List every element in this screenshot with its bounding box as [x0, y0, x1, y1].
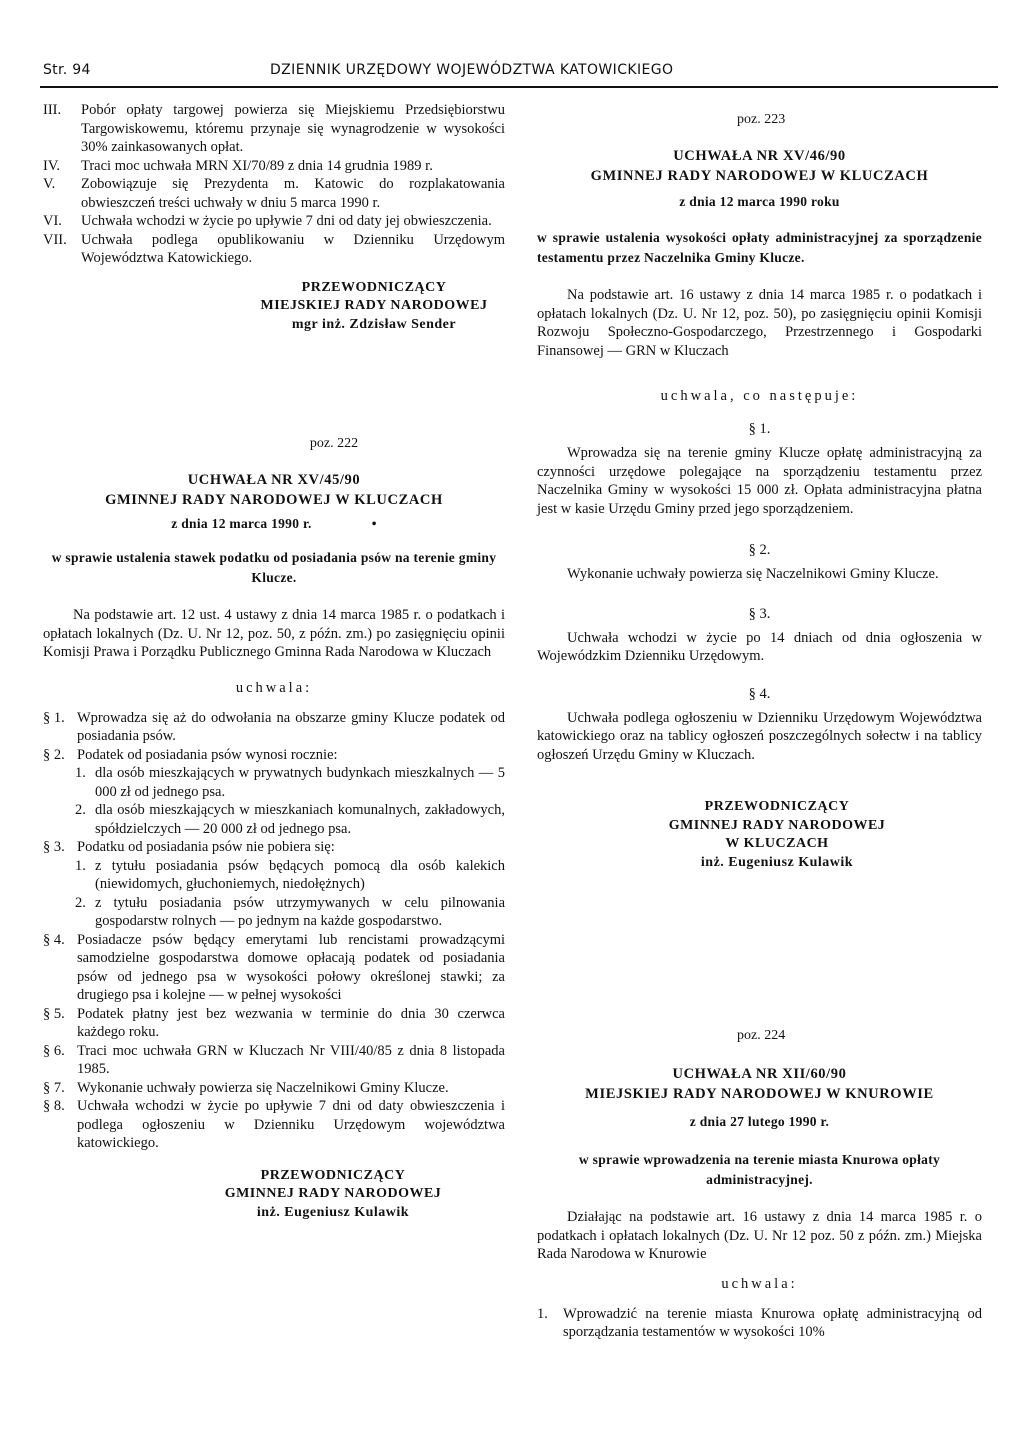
resolution-223	[537, 112, 982, 872]
section-4-text: Uchwała podlega ogłoszeniu w Dzienniku Urzędowym Województwa katowickiego oraz na tablicy ogłoszeń poszczególnych sołectw i na tablicy ogłoszeń Urzędu Gminy w Kluczach.	[537, 709, 982, 763]
section-3-heading: § 3.	[748, 605, 771, 622]
item-vi: VI. Uchwała wchodzi w życie po upływie 7 dni od daty jej obwieszczenia.	[43, 213, 492, 229]
resolution-body: GMINNEJ RADY NARODOWEJ W KLUCZACH	[590, 168, 929, 184]
section-3: § 3. Podatku od posiadania psów nie pobiera się:	[43, 839, 335, 855]
resolves-label: uchwala:	[721, 1275, 798, 1292]
resolution-224	[537, 1028, 982, 1342]
preamble: Działając na podstawie art. 16 ustawy z dnia 14 marca 1985 r. o podatkach i opłatach lokalnych (Dz. U. Nr 12 poz. 50 z późn. zm.) Miejska Rada Narodowa w Knurowie	[537, 1209, 982, 1262]
resolution-subject: w sprawie ustalenia wysokości opłaty administracyjnej za sporządzenie testamentu przez Naczelnika Gminy Klucze.	[537, 230, 982, 265]
resolution-body: MIEJSKIEJ RADY NARODOWEJ W KNUROWIE	[585, 1086, 934, 1102]
section-1: § 1. Wprowadza się aż do odwołania na obszarze gminy Klucze podatek od posiadania psów.	[43, 709, 505, 744]
resolution-title: UCHWAŁA NR XII/60/90	[672, 1066, 847, 1082]
section-4: § 4. Posiadacze psów będący emerytami lub rencistami prowadzącymi samodzielne gospodarstwa domowe opłacają podatek od posiadania psów od jednego psa w wysokości połowy określonej stawki; za drugiego psa i kolejne — w pełnej wysokości	[43, 931, 505, 1003]
page-number: Str. 94	[43, 62, 91, 78]
resolution-date: z dnia 27 lutego 1990 r.	[689, 1114, 830, 1129]
poz-number: poz. 224	[737, 1028, 786, 1043]
resolves-label: uchwala:	[235, 679, 313, 696]
signature-block: PRZEWODNICZĄCY GMINNEJ RADY NARODOWEJ W KLUCZACH inż. Eugeniusz Kulawik	[668, 799, 886, 870]
resolution-title: UCHWAŁA NR XV/45/90	[187, 472, 361, 488]
item-v: V. Zobowiązuje się Prezydenta m. Katowic do rozplakatowania obwieszczeń treści uchwały w dniu 5 marca 1990 r.	[43, 176, 505, 211]
resolution-title: UCHWAŁA NR XV/46/90	[673, 148, 846, 164]
section-2-text: Wykonanie uchwały powierza się Naczelnikowi Gminy Klucze.	[567, 566, 939, 582]
section-3-item-1: 1. z tytułu posiadania psów będących pomocą dla osób kalekich (niewidomych, głuchoniemych, niedołężnych)	[75, 857, 505, 892]
section-6: § 6. Traci moc uchwała GRN w Kluczach Nr VIII/40/85 z dnia 8 listopada 1985.	[43, 1042, 505, 1077]
journal-title: DZIENNIK URZĘDOWY WOJEWÓDZTWA KATOWICKIEGO	[270, 62, 674, 78]
section-2-item-2: 2. dla osób mieszkających w mieszkaniach komunalnych, zakładowych, spółdzielczych — 20 000 zł od jednego psa.	[75, 802, 505, 837]
resolution-body: GMINNEJ RADY NARODOWEJ W KLUCZACH	[105, 492, 443, 508]
section-3-text: Uchwała wchodzi w życie po 14 dniach od dnia ogłoszenia w Wojewódzkim Dzienniku Urzędowym.	[537, 629, 982, 664]
resolution-222	[43, 436, 505, 1222]
section-7: § 7. Wykonanie uchwały powierza się Naczelnikowi Gminy Klucze.	[43, 1079, 449, 1096]
section-3-item-2: 2. z tytułu posiadania psów utrzymywanych w celu pilnowania gospodarstw rolnych — po jednym na każde gospodarstwo.	[75, 894, 505, 929]
item-1: 1. Wprowadzić na terenie miasta Knurowa opłatę administracyjną od sporządzania testamentów w wysokości 10%	[537, 1305, 982, 1340]
section-1-heading: § 1.	[748, 421, 771, 437]
resolves-label: uchwala, co następuje:	[660, 388, 859, 404]
signature-block: PRZEWODNICZĄCY GMINNEJ RADY NARODOWEJ inż. Eugeniusz Kulawik	[224, 1167, 442, 1220]
sections	[43, 709, 505, 1153]
preamble: Na podstawie art. 12 ust. 4 ustawy z dnia 14 marca 1985 r. o podatkach i opłatach lokalnych (Dz. U. Nr 12, poz. 50, z późn. zm.) po zasięgnięciu opinii Komisji Prawa i Porządku Publicznego Gminna Rada Narodowa w Kluczach	[43, 607, 505, 660]
section-2: § 2. Podatek od posiadania psów wynosi rocznie:	[43, 746, 338, 763]
item-iii: III. Pobór opłaty targowej powierza się Miejskiemu Przedsiębiorstwu Targowiskowemu, któremu przynaje się wynagrodzenie w wysokości 30% zainkasowanych opłat.	[43, 102, 505, 155]
previous-resolution-continuation	[43, 101, 505, 334]
section-2-heading: § 2.	[748, 542, 771, 558]
section-4-heading: § 4.	[748, 685, 771, 702]
section-5: § 5. Podatek płatny jest bez wezwania w terminie do dnia 30 czerwca każdego roku.	[43, 1005, 505, 1040]
section-8: § 8. Uchwała wchodzi w życie po upływie 7 dni od daty obwieszczenia i podlega ogłoszeniu w Dzienniku Urzędowym województwa katowickiego.	[43, 1098, 505, 1151]
resolution-date: z dnia 12 marca 1990 r. •	[171, 516, 377, 531]
poz-number: poz. 222	[309, 436, 359, 451]
poz-number: poz. 223	[737, 112, 786, 127]
item-iv: IV. Traci moc uchwała MRN XI/70/89 z dnia 14 grudnia 1989 r.	[43, 157, 433, 174]
item-vii: VII. Uchwała podlega opublikowaniu w Dzienniku Urzędowym Województwa Katowickiego.	[43, 231, 505, 266]
header-rule	[40, 86, 998, 88]
signature-block: PRZEWODNICZĄCY MIEJSKIEJ RADY NARODOWEJ mgr inż. Zdzisław Sender	[260, 279, 488, 332]
resolution-subject: w sprawie wprowadzenia na terenie miasta Knurowa opłaty administracyjnej.	[578, 1152, 941, 1187]
preamble: Na podstawie art. 16 ustawy z dnia 14 marca 1985 r. o podatkach i opłatach lokalnych (Dz. U. Nr 12, poz. 50), po zasięgnięciu opinii Komisji Rozwoju Społeczno-Gospodarczego, Przestrzennego i Gospodarki Finansowej — GRN w Kluczach	[537, 287, 982, 359]
section-1-text: Wprowadza się na terenie gminy Klucze opłatę administracyjną za czynności urzędowe polegające na sporządzeniu testamentu przez Naczelnika Gminy w wysokości 15 000 zł. Opłata administracyjna płatna jest w kasie Urzędu Gminy przed jego sporządzeniem.	[537, 445, 982, 517]
resolution-subject: w sprawie ustalenia stawek podatku od posiadania psów na terenie gminy Klucze.	[51, 550, 497, 585]
resolution-date: z dnia 12 marca 1990 roku	[679, 194, 840, 209]
section-2-item-1: 1. dla osób mieszkających w prywatnych budynkach mieszkalnych — 5 000 zł od jednego psa.	[75, 765, 505, 800]
page-header	[0, 62, 1024, 86]
